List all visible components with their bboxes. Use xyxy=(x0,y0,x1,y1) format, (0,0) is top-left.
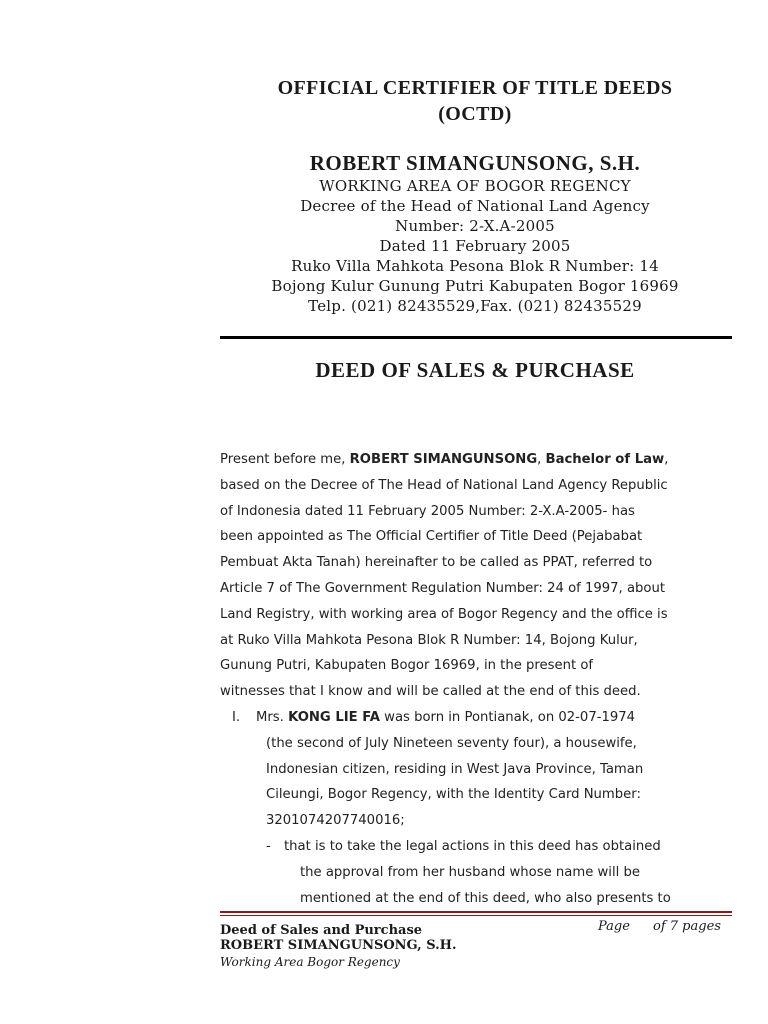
working-area: WORKING AREA OF BOGOR REGENCY xyxy=(319,177,631,195)
contact-line: Telp. (021) 82435529,Fax. (021) 82435529 xyxy=(308,297,642,315)
sub-line: the approval from her husband whose name will be xyxy=(300,864,640,880)
footer-page-label: Page xyxy=(598,919,630,934)
intro-line: been appointed as The Official Certifier of Title Deed (Pejababat xyxy=(220,529,643,545)
footer-doc-name: Deed of Sales and Purchase xyxy=(220,923,423,938)
party-title: Mrs. xyxy=(256,709,289,725)
office-abbreviation: (OCTD) xyxy=(438,103,512,125)
address-line-2: Bojong Kulur Gunung Putri Kabupaten Bogor 16969 xyxy=(271,277,679,295)
letterhead xyxy=(220,75,730,127)
party-line: (the second of July Nineteen seventy four), a housewife, xyxy=(266,735,637,751)
intro-line: based on the Decree of The Head of National Land Agency Republic xyxy=(220,477,668,493)
intro-line: at Ruko Villa Mahkota Pesona Blok R Number: 14, Bojong Kulur, xyxy=(220,632,638,648)
sub-line: that is to take the legal actions in this deed has obtained xyxy=(284,838,661,854)
decree-line: Decree of the Head of National Land Agency xyxy=(300,197,650,215)
sub-line: mentioned at the end of this deed, who also presents to xyxy=(300,890,671,906)
party-item xyxy=(220,705,740,911)
footer xyxy=(220,919,732,970)
sub-item xyxy=(256,834,740,911)
party-line: Cileungi, Bogor Regency, with the Identity Card Number: xyxy=(266,787,641,803)
party-line: 3201074207740016; xyxy=(266,813,405,829)
notary-block xyxy=(220,150,730,316)
party-line: Indonesian citizen, residing in West Java Province, Taman xyxy=(266,761,644,777)
intro-line: witnesses that I know and will be called at the end of this deed. xyxy=(220,684,641,700)
intro-line: of Indonesia dated 11 February 2005 Number: 2-X.A-2005- has xyxy=(220,503,635,519)
intro-line: Article 7 of The Government Regulation Number: 24 of 1997, about xyxy=(220,580,665,596)
intro-line: Pembuat Akta Tanah) hereinafter to be called as PPAT, referred to xyxy=(220,555,653,571)
header-divider xyxy=(220,336,732,339)
notary-name-inline: ROBERT SIMANGUNSONG xyxy=(349,452,538,467)
decree-date: Dated 11 February 2005 xyxy=(379,237,571,255)
document-title: DEED OF SALES & PURCHASE xyxy=(315,358,635,382)
footer-divider-thin xyxy=(220,915,732,916)
notary-name: ROBERT SIMANGUNSONG, S.H. xyxy=(309,151,641,175)
notary-degree: Bachelor of Law xyxy=(545,452,665,467)
party-birth: was born in Pontianak, on 02-07-1974 xyxy=(379,709,636,725)
footer-working-area: Working Area Bogor Regency xyxy=(220,955,400,969)
intro-line: Land Registry, with working area of Bogor Regency and the office is xyxy=(220,606,668,622)
intro-separator: , xyxy=(537,452,546,467)
item-number: I. xyxy=(232,709,241,725)
deed-body xyxy=(220,447,740,911)
footer-page-count: of 7 pages xyxy=(653,919,721,934)
decree-number: Number: 2-X.A-2005 xyxy=(395,217,555,235)
office-title: OFFICIAL CERTIFIER OF TITLE DEEDS xyxy=(277,77,673,99)
address-line-1: Ruko Villa Mahkota Pesona Blok R Number: 14 xyxy=(291,257,659,275)
footer-divider-thick xyxy=(220,911,732,913)
party-name: KONG LIE FA xyxy=(288,709,380,725)
party-item-content xyxy=(220,705,740,911)
document-title-wrap xyxy=(220,357,730,383)
intro-prefix: Present before me, xyxy=(220,452,350,467)
intro-suffix: , xyxy=(664,452,669,467)
intro-line: Gunung Putri, Kabupaten Bogor 16969, in the present of xyxy=(220,658,594,674)
dash-bullet: - xyxy=(266,838,271,854)
party-line xyxy=(256,705,740,731)
footer-notary-name: ROBERT SIMANGUNSONG, S.H. xyxy=(220,938,457,953)
intro-line xyxy=(220,447,740,473)
